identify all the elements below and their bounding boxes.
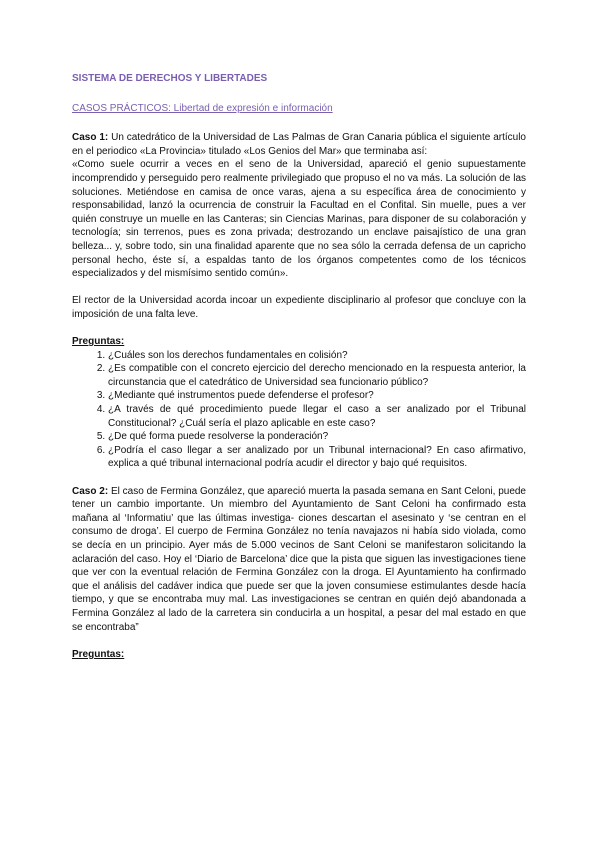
- question-item: 4. ¿A través de qué procedimiento puede llegar el caso a ser analizado por el Tribunal Constitucional? ¿Cuál sería el plazo aplicable en este caso?: [108, 403, 526, 430]
- caso2-label: Caso 2:: [72, 485, 109, 497]
- caso1-intro: [72, 131, 526, 158]
- document-subtitle: CASOS PRÁCTICOS: Libertad de expresión e información: [72, 102, 333, 114]
- caso1-quote: «Como suele ocurrir a veces en el seno de la Universidad, apareció el genio supuestamente incomprendido y perseguido pero realmente privilegiado que propuso el no va más. La solución de las soluciones. Metiéndose en camisa de once varas, ajena a su específica área de conocimiento y responsabilidad, lanzó la ocurrencia de construir la Facultad en el Confital. Sin muelle, pues a ver quién construye un muelle en las Canteras; sin Ciencias Marinas, para disponer de su colaboración y tecnología; sin terrenos, pues es zona privada; destrozando un enclave paisajístico de una gran belleza... y, sobre todo, sin una finalidad aparente que no sea sólo la cerrada defensa de un capricho personal hecho, éste sí, a espaldas tanto de los órganos competentes como de los técnicos especializados y del mismísimo sentido común».: [72, 159, 526, 280]
- question-item: 2. ¿Es compatible con el concreto ejercicio del derecho mencionado en la respuesta anterior, la circunstancia que el catedrático de Universidad sea funcionario público?: [108, 362, 526, 389]
- question-item: 6. ¿Podría el caso llegar a ser analizado por un Tribunal internacional? En caso afirmativo, explica a qué tribunal internacional podría acudir el director y bajo qué requisitos.: [108, 444, 526, 471]
- caso1-questions-heading: Preguntas:: [72, 336, 125, 348]
- question-item: 1. ¿Cuáles son los derechos fundamentales en colisión?: [108, 349, 526, 363]
- question-item: 5. ¿De qué forma puede resolverse la ponderación?: [108, 430, 526, 444]
- question-item: 3. ¿Mediante qué instrumentos puede defenderse el profesor?: [108, 389, 526, 403]
- document-body: [72, 72, 526, 661]
- caso2-body: El caso de Fermina González, que apareció muerta la pasada semana en Sant Celoni, puede tener un cambio importante. Un miembro del Ayuntamiento de Sant Celoni ha confirmado esta mañana al ‘Informatiu’ que las últimas investiga- ciones descartan el asesinato y ‘se centran en el consumo de droga’. El cuerpo de Fermina González no tenía navajazos ni había sido violada, como se decía en un principio. Ayer más de 5.000 vecinos de Sant Celoni se manifestaron solicitando la aclaración del caso. Hoy el ‘Diario de Barcelona’ dice que la pista que siguen las investigaciones tiene que ver con la eventual relación de Fermina González con la droga. El Ayuntamiento ha confirmado que el análisis del cadáver indica que puede ser que la joven consumiese estimulantes desde hacía tiempo, y que se encontraba muy mal. Las investigaciones se centran en quién dejó abandonada a Fermina González al lado de la carretera sin conducirla a un hospital, a pesar del mal estado en que se encontraba”: [72, 485, 526, 633]
- caso1-outcome: El rector de la Universidad acorda incoar un expediente disciplinario al profesor que concluye con la imposición de una falta leve.: [72, 295, 526, 320]
- caso1-questions-list: [72, 349, 526, 471]
- caso2-questions-heading: Preguntas:: [72, 648, 125, 660]
- caso1-label: Caso 1:: [72, 132, 109, 144]
- caso2-text: [72, 485, 526, 635]
- document-title: SISTEMA DE DERECHOS Y LIBERTADES: [72, 73, 268, 84]
- caso1-intro-text: Un catedrático de la Universidad de Las Palmas de Gran Canaria pública el siguiente artículo en el periodico «La Provincia» titulado «Los Genios del Mar» que terminaba así:: [72, 132, 526, 157]
